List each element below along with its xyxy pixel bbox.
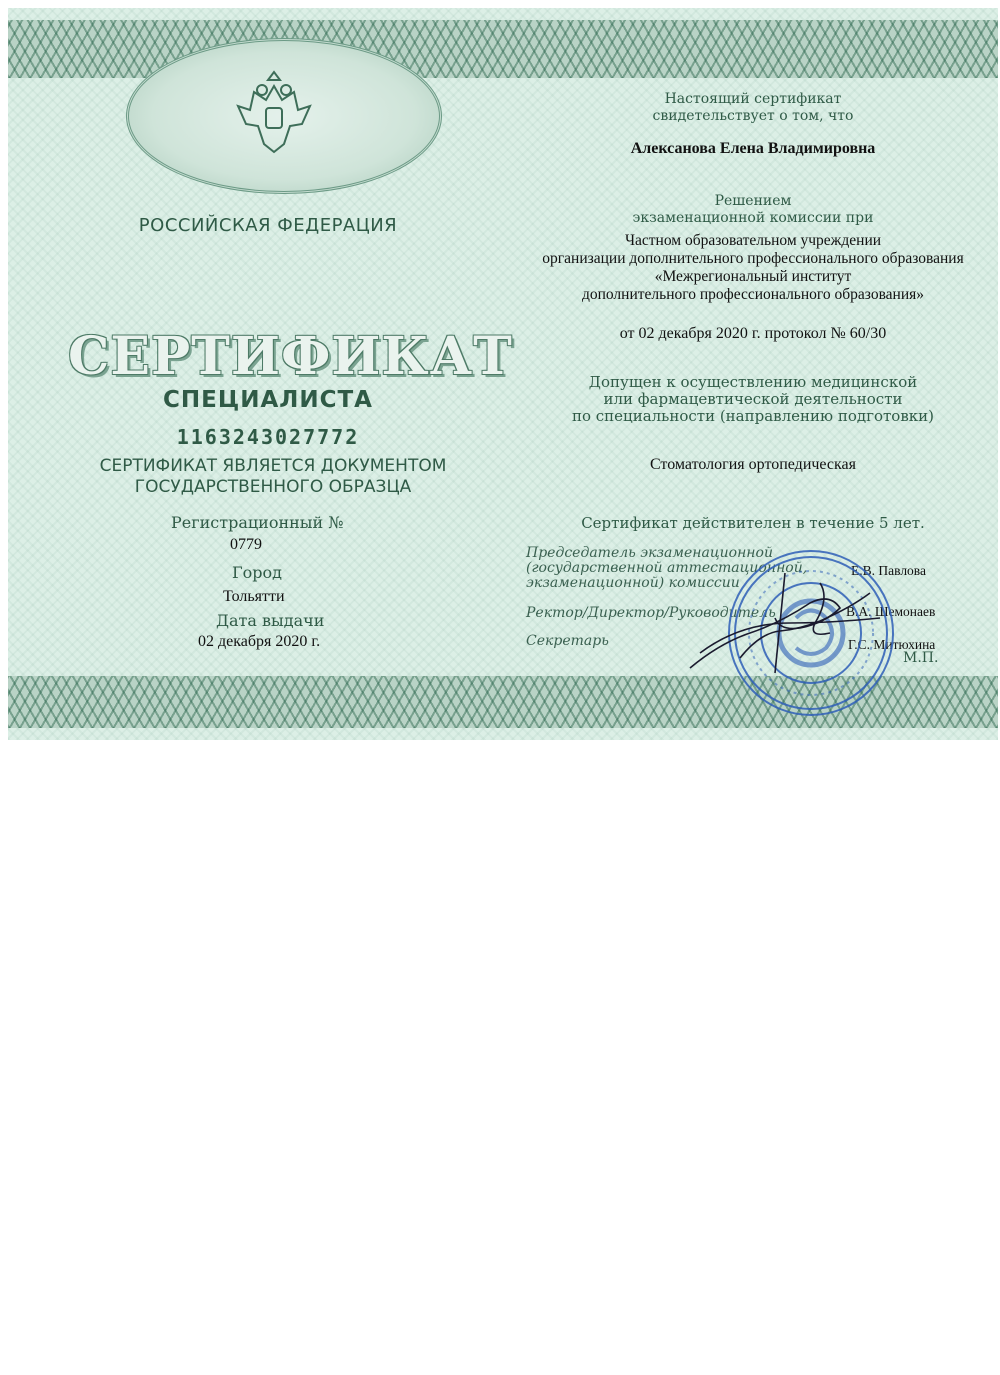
intro-text <box>528 91 978 125</box>
organization-name <box>528 232 978 304</box>
rector-name: В.А. Шемонаев <box>846 604 936 619</box>
intro-line-2: свидетельствует о том, что <box>652 108 854 124</box>
rector-label: Ректор/Директор/Руководитель <box>526 605 776 621</box>
certificate-sheet <box>8 8 998 740</box>
decision-line-1: Решением <box>714 193 792 209</box>
city-value: Тольятти <box>223 588 285 605</box>
certificate-subtitle: СПЕЦИАЛИСТА <box>163 387 373 413</box>
chair-label-line-2: (государственной аттестационной, <box>526 560 808 576</box>
state-document-line-2: ГОСУДАРСТВЕННОГО ОБРАЗЦА <box>134 477 412 497</box>
handwritten-signature-icon <box>680 563 890 683</box>
seal-place-label: М.П. <box>903 650 939 666</box>
decision-line-2: экзаменационной комиссии при <box>632 210 874 226</box>
city-label: Город <box>232 563 282 582</box>
secretary-label: Секретарь <box>526 633 609 649</box>
registration-value: 0779 <box>230 536 262 553</box>
organization-line-3: «Межрегиональный институт <box>654 268 852 285</box>
federation-label: РОССИЙСКАЯ ФЕДЕРАЦИЯ <box>138 215 398 236</box>
state-document-notice <box>68 456 478 498</box>
organization-line-4: дополнительного профессионального образования» <box>581 286 925 303</box>
admission-line-3: по специальности (направлению подготовки) <box>571 407 934 425</box>
intro-line-1: Настоящий сертификат <box>664 91 842 107</box>
organization-line-2: организации дополнительного профессионального образования <box>542 250 964 267</box>
admission-line-1: Допущен к осуществлению медицинской <box>588 373 918 391</box>
certificate-number: 1163243027772 <box>176 425 360 449</box>
organization-line-1: Частном образовательном учреждении <box>624 232 882 249</box>
chair-label-line-1: Председатель экзаменационной <box>526 545 773 561</box>
issue-date-value: 02 декабря 2020 г. <box>198 633 321 650</box>
validity-text: Сертификат действителен в течение 5 лет. <box>581 514 925 532</box>
state-document-line-1: СЕРТИФИКАТ ЯВЛЯЕТСЯ ДОКУМЕНТОМ <box>99 456 447 476</box>
issue-date-label: Дата выдачи <box>216 611 325 630</box>
coat-of-arms-icon <box>224 66 324 166</box>
chair-name: Е.В. Павлова <box>851 563 926 578</box>
registration-label: Регистрационный № <box>171 513 344 532</box>
specialty-value: Стоматология ортопедическая <box>649 456 857 473</box>
decision-text <box>528 193 978 227</box>
secretary-name: Г.С. Митюхина <box>848 637 936 652</box>
holder-name: Алексанова Елена Владимировна <box>630 140 876 157</box>
admission-text <box>528 374 978 425</box>
chair-label-line-3: экзаменационной) комиссии <box>526 575 740 591</box>
protocol-line: от 02 декабря 2020 г. протокол № 60/30 <box>619 325 887 342</box>
certificate-title: СЕРТИФИКАТ <box>68 326 513 387</box>
admission-line-2: или фармацевтической деятельности <box>603 390 903 408</box>
